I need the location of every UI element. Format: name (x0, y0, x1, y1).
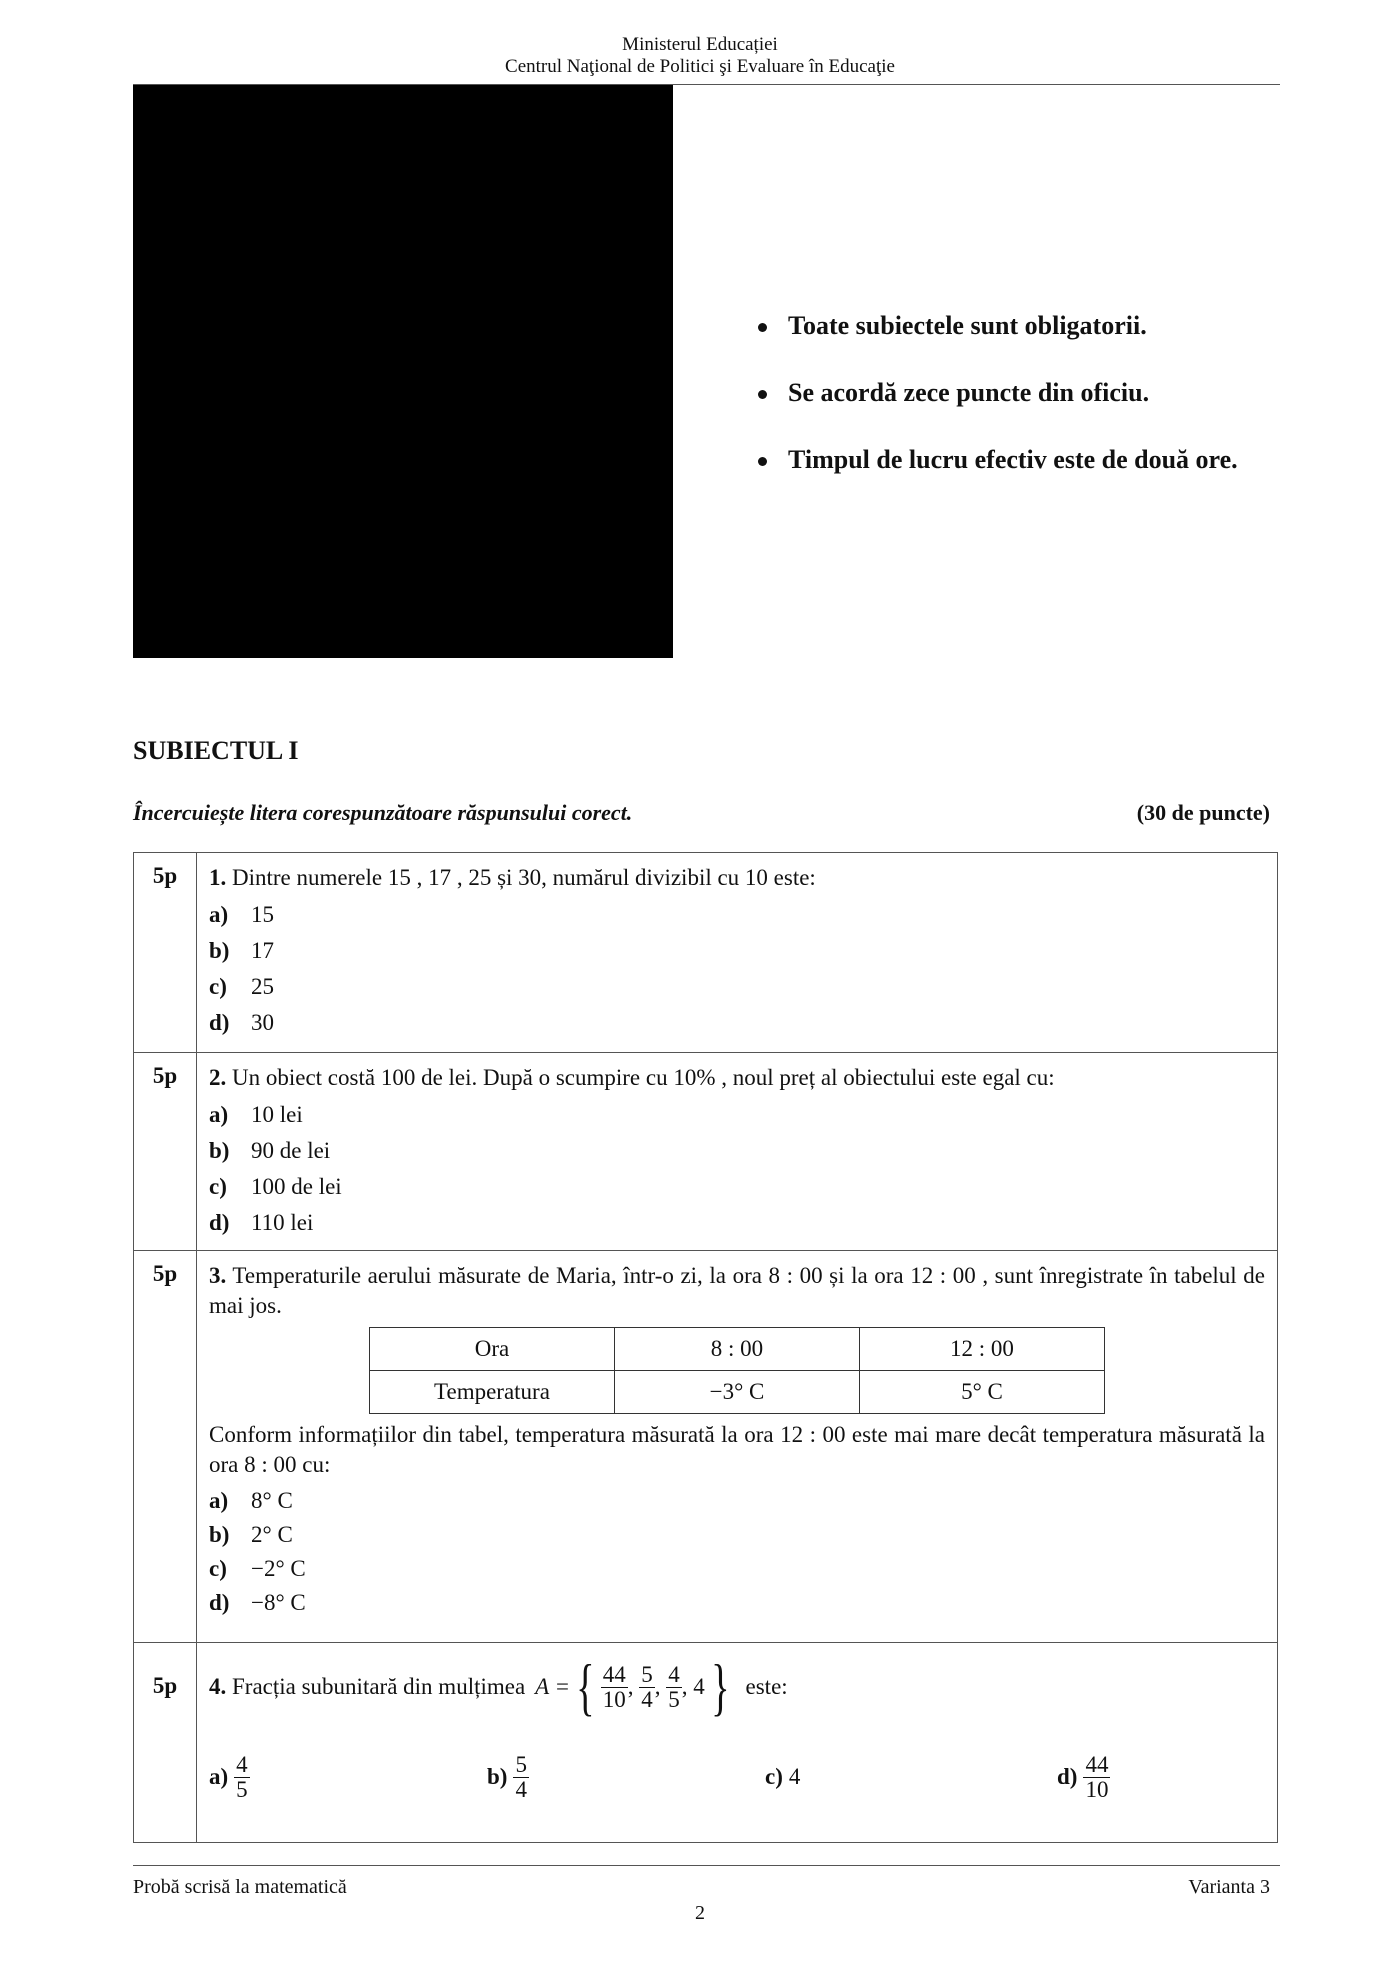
question-number: 1. (209, 865, 227, 890)
answer-option[interactable]: d) $\frac{44}{10}$ (1057, 1751, 1109, 1802)
question-text: Fracția subunitară din mulțimea (232, 1674, 526, 1699)
table-cell: Temperatura (370, 1371, 615, 1414)
fraction: $\frac{4}{5}$ (668, 1661, 680, 1712)
fraction: $\frac{5}{4}$ (641, 1661, 653, 1712)
answer-option[interactable]: b) 90 de lei (209, 1138, 331, 1163)
answer-option[interactable]: d) 110 lei (209, 1210, 314, 1235)
footer-title: Probă scrisă la matematică (133, 1876, 347, 1898)
rule-item: Timpul de lucru efectiv este de două ore. (758, 440, 1238, 507)
question-points: 5p (134, 1251, 197, 1643)
question-row (134, 1643, 1278, 1843)
subject-title: SUBIECTUL I (133, 736, 299, 765)
question-text: Temperaturile aerului măsurate de Maria, într-o zi, la ora 8 : 00 și la ora 12 : 00 , sunt înregistrate în tabelul de mai jos. (209, 1263, 1265, 1318)
set-name: A = (535, 1674, 571, 1699)
rule-item: Toate subiectele sunt obligatorii. (758, 306, 1238, 373)
fraction: $\frac{44}{10}$ (602, 1661, 626, 1712)
question-suffix: este: (745, 1674, 788, 1699)
question-statement: 4. Fracția subunitară din mulțimea A = { $\frac{44}{10}$ , $\frac{5}{4}$ , $\frac{4}{5}$ , 4 } este: (209, 1651, 788, 1722)
table-cell: 12 : 00 (860, 1328, 1105, 1371)
answer-option[interactable]: c) 25 (209, 974, 274, 999)
answer-option[interactable]: a) 15 (209, 902, 274, 927)
page-number: 2 (695, 1902, 705, 1924)
bullet-icon (758, 457, 767, 466)
question-points: 5p (134, 1053, 197, 1251)
answer-option[interactable]: a) 10 lei (209, 1102, 303, 1127)
answer-option[interactable]: b) 2° C (209, 1522, 293, 1547)
question-number: 2. (209, 1065, 227, 1090)
footer-divider (133, 1865, 1280, 1866)
question-points: 5p (134, 853, 197, 1053)
answer-option[interactable]: d) 30 (209, 1010, 274, 1035)
answer-options-row (209, 1727, 1265, 1827)
footer-variant: Varianta 3 (1188, 1876, 1270, 1898)
question-body (197, 1053, 1278, 1251)
question-body (197, 1251, 1278, 1643)
answer-option[interactable]: b) $\frac{5}{4}$ (487, 1751, 527, 1802)
header-center: Centrul Naţional de Politici şi Evaluare în Educaţie (505, 56, 895, 77)
question-body (197, 853, 1278, 1053)
answer-option[interactable]: b) 17 (209, 938, 274, 963)
question-row (134, 1053, 1278, 1251)
set-element: 4 (693, 1674, 705, 1699)
header-ministry: Ministerul Educației (622, 34, 778, 55)
question-body (197, 1643, 1278, 1843)
answer-option[interactable]: c) 100 de lei (209, 1174, 342, 1199)
question-number: 4. (209, 1674, 227, 1699)
question-text: Un obiect costă 100 de lei. După o scumpire cu 10% , noul preț al obiectului este egal cu: (232, 1065, 1055, 1090)
table-cell: 5° C (860, 1371, 1105, 1414)
questions-table (133, 852, 1278, 1843)
bullet-icon (758, 323, 767, 332)
redacted-block (133, 85, 673, 658)
table-cell: 8 : 00 (615, 1328, 860, 1371)
subject-points: (30 de puncte) (1136, 800, 1270, 825)
question-text: Dintre numerele 15 , 17 , 25 și 30, numărul divizibil cu 10 este: (232, 865, 816, 890)
page-header (0, 34, 1400, 78)
question-text-continued: Conform informațiilor din tabel, temperatura măsurată la ora 12 : 00 este mai mare decât temperatura măsurată la ora 8 : 00 cu: (209, 1422, 1265, 1477)
question-row (134, 1251, 1278, 1643)
rule-item: Se acordă zece puncte din oficiu. (758, 373, 1238, 440)
bullet-icon (758, 390, 767, 399)
answer-option[interactable]: d) −8° C (209, 1590, 306, 1615)
question-points: 5p (134, 1643, 197, 1843)
right-brace-icon: } (710, 1651, 730, 1722)
table-cell: −3° C (615, 1371, 860, 1414)
left-brace-icon: { (576, 1651, 595, 1722)
answer-option[interactable]: a) $\frac{4}{5}$ (209, 1751, 248, 1802)
rules-list (758, 306, 1238, 507)
question-row (134, 853, 1278, 1053)
answer-option[interactable]: c) −2° C (209, 1556, 306, 1581)
subject-instruction: Încercuiește litera corespunzătoare răspunsului corect. (133, 800, 633, 825)
answer-option[interactable]: a) 8° C (209, 1488, 293, 1513)
question-number: 3. (209, 1263, 227, 1288)
temperature-table (369, 1327, 1105, 1414)
table-cell: Ora (370, 1328, 615, 1371)
answer-option[interactable]: c) 4 (765, 1764, 801, 1789)
